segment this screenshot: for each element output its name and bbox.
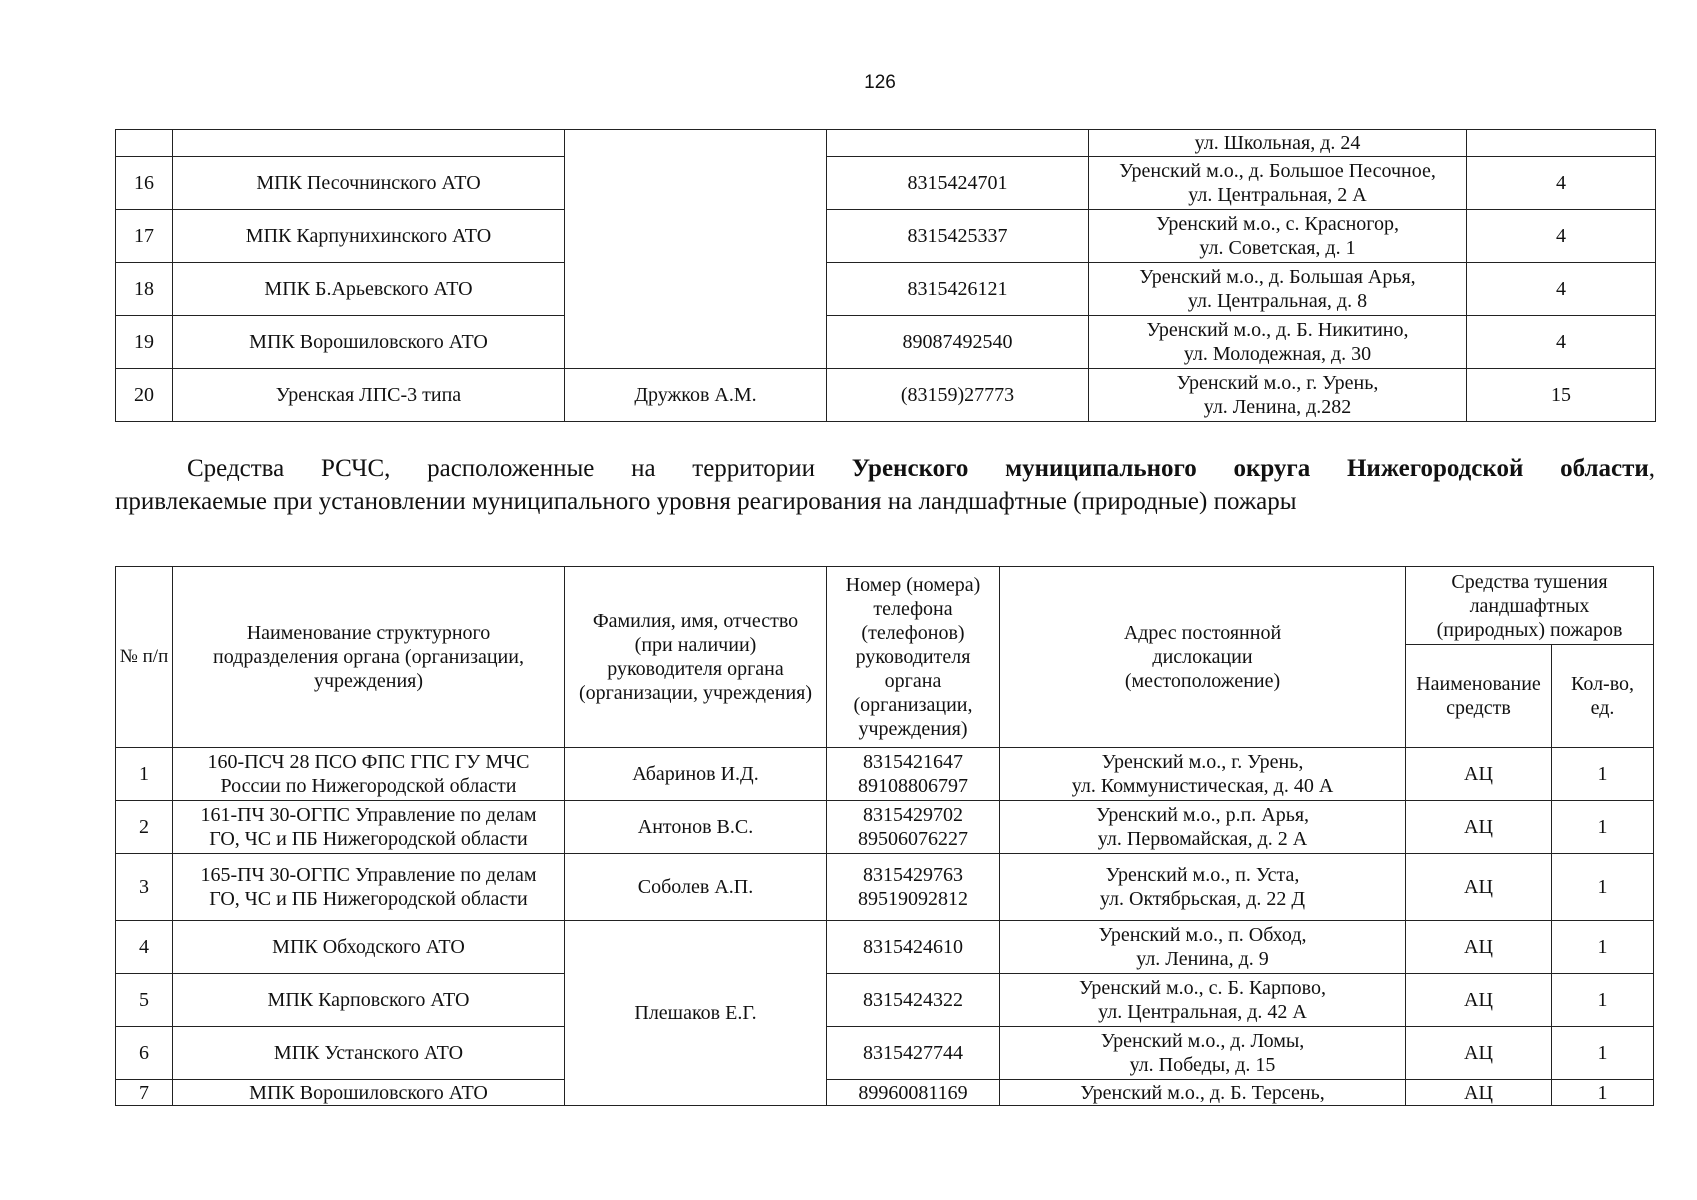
table-row: 19 МПК Ворошиловского АТО 89087492540 Уренский м.о., д. Б. Никитино, ул. Молодежная, д. 30 4 — [116, 316, 1656, 369]
head-cell — [565, 130, 827, 369]
header-means-name: Наименование средств — [1406, 645, 1552, 748]
header-head: Фамилия, имя, отчество (при наличии) руководителя органа (организации, учреждения) — [565, 567, 827, 748]
continuation-table — [115, 129, 1656, 422]
address-cell: Уренский м.о., с. Красногор, ул. Советская, д. 1 — [1089, 210, 1467, 263]
header-means-qty: Кол-во, ед. — [1552, 645, 1654, 748]
page-number: 126 — [864, 72, 896, 93]
table-row — [116, 130, 1656, 157]
rschs-means-table — [115, 566, 1654, 1106]
header-num: № п/п — [116, 567, 173, 748]
table-row: 7 МПК Ворошиловского АТО 89960081169 Уренский м.о., д. Б. Терсень, АЦ 1 — [116, 1080, 1654, 1106]
address-cell: Уренский м.о., д. Большая Арья, ул. Центральная, д. 8 — [1089, 263, 1467, 316]
table-row: 20 Уренская ЛПС-3 типа Дружков А.М. (83159)27773 Уренский м.о., г. Урень, ул. Ленина, д.282 15 — [116, 369, 1656, 422]
table-row: 16 МПК Песочнинского АТО 8315424701 Уренский м.о., д. Большое Песочное, ул. Центральная, 2 А 4 — [116, 157, 1656, 210]
table-row: 4 МПК Обходского АТО Плешаков Е.Г. 8315424610 Уренский м.о., п. Обход, ул. Ленина, д. 9 АЦ 1 — [116, 921, 1654, 974]
table-row: 1 160-ПСЧ 28 ПСО ФПС ГПС ГУ МЧС России по Нижегородской области Абаринов И.Д. 8315421647 89108806797 Уренский м.о., г. Урень, ул. Коммунистическая, д. 40 А АЦ 1 — [116, 748, 1654, 801]
table-row: 18 МПК Б.Арьевского АТО 8315426121 Уренский м.о., д. Большая Арья, ул. Центральная, д. 8 4 — [116, 263, 1656, 316]
table-row: 5 МПК Карповского АТО 8315424322 Уренский м.о., с. Б. Карпово, ул. Центральная, д. 42 А АЦ 1 — [116, 974, 1654, 1027]
header-means: Средства тушения ландшафтных (природных) пожаров — [1406, 567, 1654, 645]
address-cell: Уренский м.о., г. Урень, ул. Ленина, д.282 — [1089, 369, 1467, 422]
group-head-cell: Плешаков Е.Г. — [565, 921, 827, 1106]
header-name: Наименование структурного подразделения органа (организации, учреждения) — [173, 567, 565, 748]
table-row: 3 165-ПЧ 30-ОГПС Управление по делам ГО, ЧС и ПБ Нижегородской области Соболев А.П. 8315429763 89519092812 Уренский м.о., п. Уста, ул. Октябрьская, д. 22 Д АЦ 1 — [116, 854, 1654, 921]
address-cell: Уренский м.о., д. Б. Никитино, ул. Молодежная, д. 30 — [1089, 316, 1467, 369]
table-row: 17 МПК Карпунихинского АТО 8315425337 Уренский м.о., с. Красногор, ул. Советская, д. 1 4 — [116, 210, 1656, 263]
section-heading: Средства РСЧС, расположенные на территории Уренского муниципального округа Нижегородской области, привлекаемые при установлении муниципального уровня реагирования на ландшафтные (природные) пожары — [115, 455, 1656, 515]
header-address: Адрес постоянной дислокации (местоположение) — [1000, 567, 1406, 748]
address-cell: Уренский м.о., д. Большое Песочное, ул. Центральная, 2 А — [1089, 157, 1467, 210]
address-cell: ул. Школьная, д. 24 — [1089, 130, 1467, 157]
table-row: 6 МПК Устанского АТО 8315427744 Уренский м.о., д. Ломы, ул. Победы, д. 15 АЦ 1 — [116, 1027, 1654, 1080]
table-row: 2 161-ПЧ 30-ОГПС Управление по делам ГО, ЧС и ПБ Нижегородской области Антонов В.С. 8315429702 89506076227 Уренский м.о., р.п. Арья, ул. Первомайская, д. 2 А АЦ 1 — [116, 801, 1654, 854]
header-phone: Номер (номера) телефона (телефонов) руководителя органа (организации, учреждения) — [827, 567, 1000, 748]
header-row — [116, 567, 1654, 645]
